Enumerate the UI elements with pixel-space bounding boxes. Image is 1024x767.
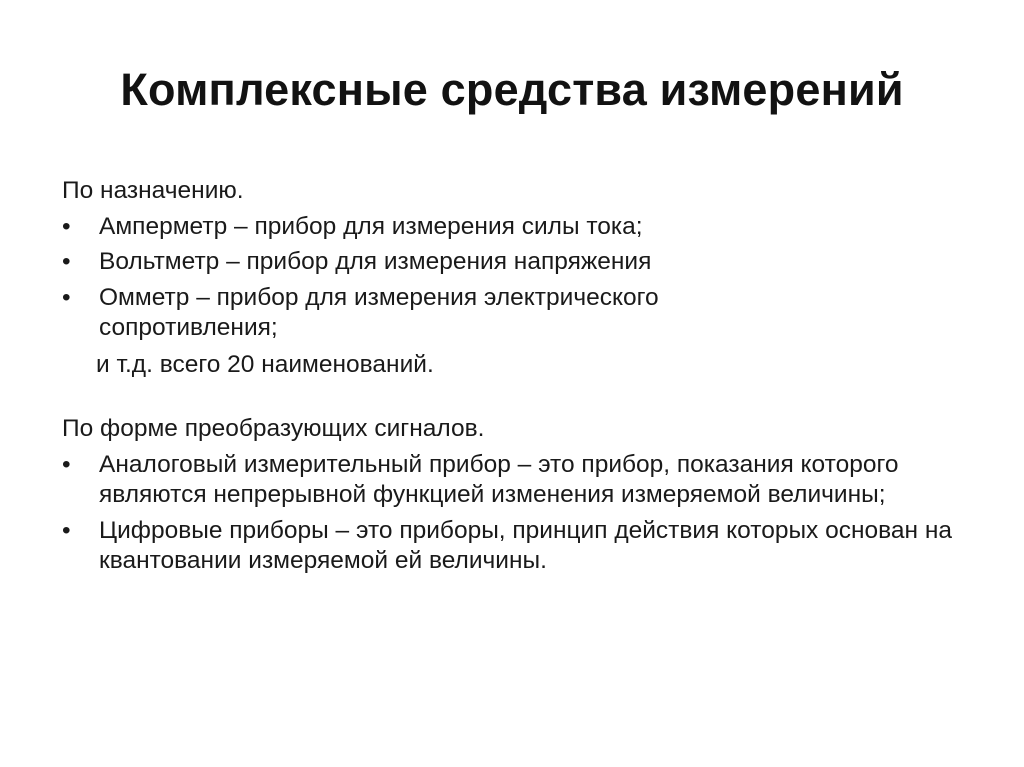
bullet-list: [62, 212, 962, 344]
section-spacer: [62, 380, 962, 414]
bullet-icon: •: [62, 516, 71, 544]
section-purpose: [62, 176, 962, 380]
slide-title: Комплексные средства измерений: [120, 64, 904, 115]
list-item-text: Омметр – прибор для измерения электрического сопротивления;: [99, 283, 659, 341]
bullet-icon: •: [62, 212, 71, 240]
bullet-list: [62, 450, 962, 577]
section-heading: По форме преобразующих сигналов.: [62, 415, 485, 442]
list-item-text: Вольтметр – прибор для измерения напряжения: [99, 248, 652, 275]
bullet-icon: •: [62, 283, 71, 311]
list-item: [62, 516, 999, 577]
section-heading: По назначению.: [62, 177, 244, 204]
list-item: [62, 247, 962, 278]
list-item-text: Аналоговый измерительный прибор – это прибор, показания которого являются непрерывной функцией изменения измеряемой величины;: [99, 450, 899, 508]
list-item: [62, 283, 799, 344]
slide-body: [62, 176, 962, 577]
list-item-text: Цифровые приборы – это приборы, принцип действия которых основан на квантовании измеряемой ей величины.: [99, 516, 953, 574]
list-item-text: Амперметр – прибор для измерения силы тока;: [99, 212, 643, 240]
list-item: [62, 212, 962, 243]
section-signal-form: [62, 414, 962, 577]
list-item: [62, 450, 939, 511]
section-note: и т.д. всего 20 наименований.: [96, 350, 434, 378]
bullet-icon: •: [62, 248, 71, 275]
bullet-icon: •: [62, 450, 71, 478]
